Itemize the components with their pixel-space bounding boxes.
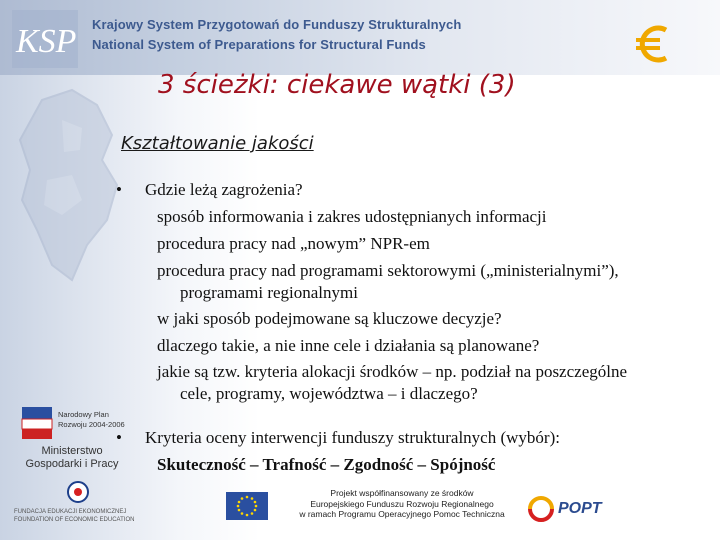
slide-subtitle: Kształtowanie jakości (121, 133, 314, 154)
sub-item-continuation: programami regionalnymi (180, 283, 358, 302)
npr-line2: Rozwoju 2004-2006 (58, 420, 125, 429)
sub-item: dlaczego takie, a nie inne cele i działania są planowane? (157, 336, 540, 355)
sub-item: w jaki sposób podejmowane są kluczowe decyzje? (157, 309, 502, 328)
header-title-pl: Krajowy System Przygotowań do Funduszy Strukturalnych (92, 17, 462, 32)
ksp-logo (12, 10, 78, 68)
sub-item: jakie są tzw. kryteria alokacji środków – np. podział na poszczególne (157, 362, 628, 381)
euro-icon (632, 22, 676, 66)
sub-item: procedura pracy nad programami sektorowymi („ministerialnymi”), (157, 261, 619, 280)
bullet-text: Kryteria oceny interwencji funduszy strukturalnych (wybór): (145, 428, 560, 447)
svg-text:KSP: KSP (16, 23, 77, 60)
npr-line1: Narodowy Plan (58, 410, 109, 419)
sub-item-continuation: cele, programy, województwa – i dlaczego? (180, 384, 478, 403)
sub-item: procedura pracy nad „nowym” NPR-em (157, 234, 430, 253)
header-title-en: National System of Preparations for Structural Funds (92, 37, 426, 52)
bullet-dot: • (116, 180, 122, 199)
popt-label: POPT (558, 500, 602, 517)
header-banner (0, 0, 720, 75)
cofinancing-note: Projekt współfinansowany ze środków Europejskiego Funduszu Rozwoju Regionalnego w ramach Programu Operacyjnego Pomoc Techniczna (299, 488, 505, 519)
eu-flag-icon (226, 492, 268, 520)
criteria-list: Skuteczność – Trafność – Zgodność – Spójność (157, 455, 496, 474)
bullet-text: Gdzie leżą zagrożenia? (145, 180, 303, 199)
bullet-dot: • (116, 428, 122, 447)
slide-title: 3 ścieżki: ciekawe wątki (3) (158, 70, 516, 100)
sub-item: sposób informowania i zakres udostępnianych informacji (157, 207, 547, 226)
ministry-logo-line1: Ministerstwo (41, 445, 103, 457)
foundation-text: FUNDACJA EDUKACJI EKONOMICZNEJ FOUNDATION OF ECONOMIC EDUCATION (14, 509, 135, 523)
ministry-logo-line2: Gospodarki i Pracy (25, 458, 119, 470)
